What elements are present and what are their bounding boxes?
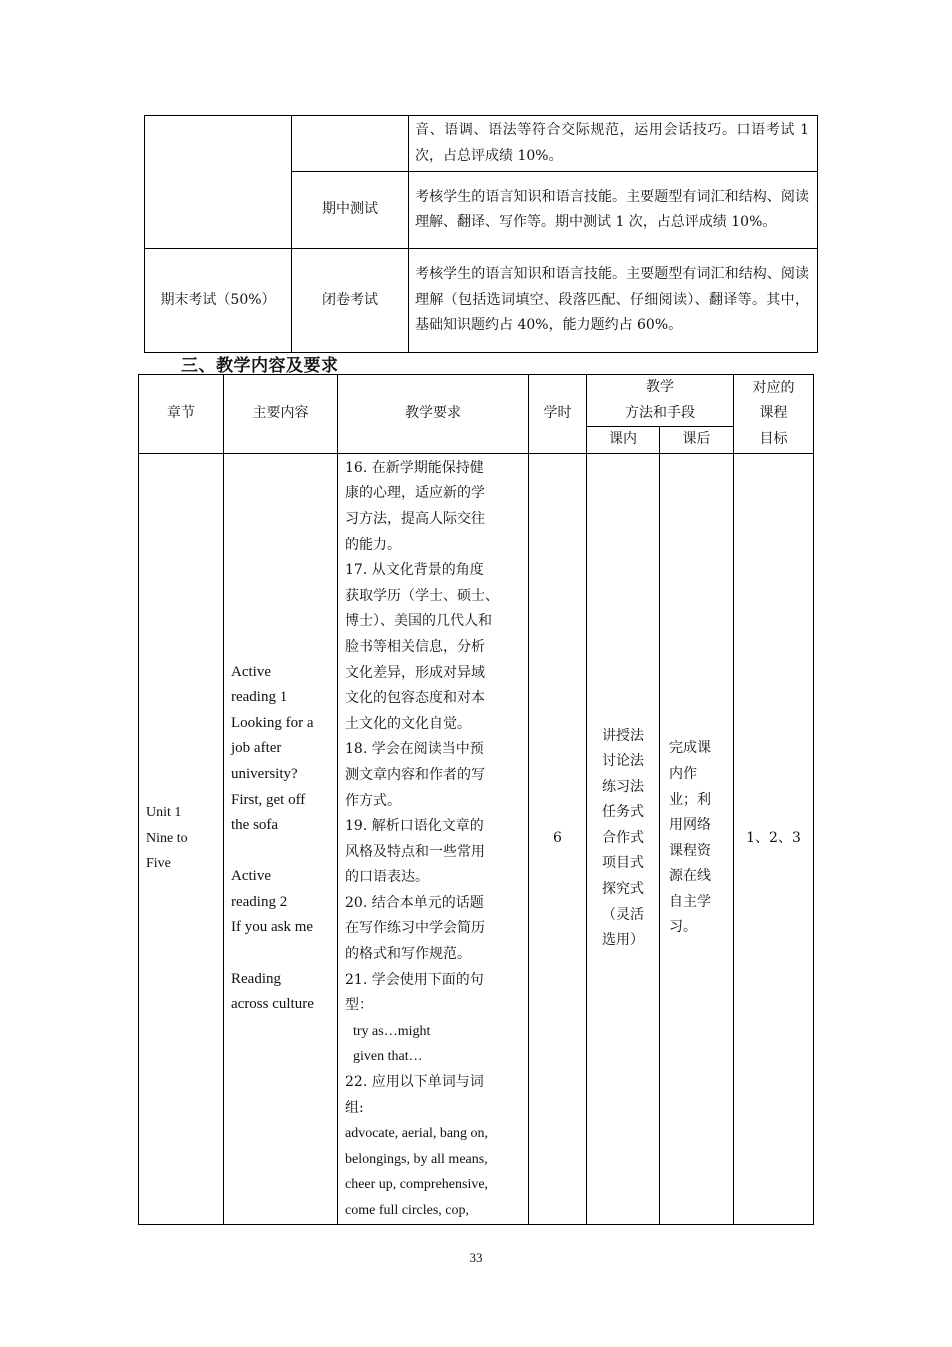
content-line: across culture bbox=[231, 996, 314, 1013]
header-row bbox=[139, 375, 814, 427]
requirement-line: 测文章内容和作者的写 bbox=[345, 766, 485, 783]
header-main-content: 主要内容 bbox=[224, 375, 338, 454]
requirement-line: 型： bbox=[345, 997, 373, 1014]
header-method-line1: 教学 bbox=[646, 379, 674, 395]
in-class-method-cell bbox=[587, 453, 660, 1224]
content-table bbox=[138, 374, 814, 1225]
content-line: If you ask me bbox=[231, 919, 314, 936]
table-row bbox=[145, 249, 818, 353]
content-line: reading 1 bbox=[231, 689, 288, 706]
in-class-line: 练习法 bbox=[602, 778, 644, 795]
table-row bbox=[139, 453, 814, 1224]
header-target-line1: 对应的 bbox=[752, 379, 795, 396]
requirement-line: 的能力。 bbox=[345, 536, 401, 553]
requirement-line: cheer up, comprehensive, bbox=[345, 1177, 489, 1193]
main-content-cell bbox=[224, 453, 338, 1224]
assessment-category-cell: 期末考试（50%） bbox=[145, 249, 292, 353]
content-line: Active bbox=[231, 868, 271, 885]
requirement-line: advocate, aerial, bang on, bbox=[345, 1126, 489, 1142]
header-target-line3: 目标 bbox=[759, 430, 788, 447]
content-line: Reading bbox=[231, 970, 281, 987]
requirement-line: 风格及特点和一些常用 bbox=[345, 843, 485, 860]
content-line: the sofa bbox=[231, 817, 279, 834]
assessment-method-cell bbox=[292, 116, 409, 172]
in-class-line: 选用） bbox=[602, 932, 644, 949]
header-target-line2: 课程 bbox=[759, 405, 788, 422]
in-class-line: 合作式 bbox=[602, 829, 644, 846]
requirement-line: 土文化的文化自觉。 bbox=[345, 715, 471, 732]
requirement-line: 22. 应用以下单词与词 bbox=[345, 1074, 484, 1091]
chapter-line: Nine to bbox=[146, 830, 188, 846]
content-spacer bbox=[231, 839, 337, 865]
assessment-table bbox=[144, 115, 818, 353]
after-class-line: 用网络 bbox=[669, 817, 711, 834]
requirement-line: 文化差异，形成对异域 bbox=[345, 664, 485, 681]
assessment-description-cell: 考核学生的语言知识和语言技能。主要题型有词汇和结构、阅读理解、翻译、写作等。期中测试 1 次，占总评成绩 10%。 bbox=[409, 172, 818, 249]
header-chapter: 章节 bbox=[139, 375, 224, 454]
header-after-class: 课后 bbox=[660, 427, 734, 454]
requirement-line: 19. 解析口语化文章的 bbox=[345, 818, 484, 835]
course-target-cell: 1、2、3 bbox=[734, 453, 814, 1224]
content-line: First, get off bbox=[231, 791, 306, 808]
content-line: reading 2 bbox=[231, 893, 288, 910]
content-line: university? bbox=[231, 765, 298, 782]
assessment-description-cell: 音、语调、语法等符合交际规范，运用会话技巧。口语考试 1 次，占总评成绩 10%。 bbox=[409, 116, 818, 172]
after-class-line: 源在线 bbox=[669, 868, 711, 885]
assessment-method-cell: 闭卷考试 bbox=[292, 249, 409, 353]
assessment-method-cell: 期中测试 bbox=[292, 172, 409, 249]
requirement-line: given that… bbox=[353, 1049, 423, 1065]
content-line: Looking for a bbox=[231, 714, 314, 731]
hours-cell: 6 bbox=[529, 453, 587, 1224]
requirement-line: 18. 学会在阅读当中预 bbox=[345, 741, 484, 758]
after-class-line: 课程资 bbox=[669, 842, 711, 859]
assessment-category-cell bbox=[145, 116, 292, 249]
in-class-line: 讨论法 bbox=[602, 753, 644, 770]
requirement-line: come full circles, cop, bbox=[345, 1203, 470, 1218]
requirement-line: belongings, by all means, bbox=[345, 1151, 488, 1167]
requirement-line: 17. 从文化背景的角度 bbox=[345, 562, 484, 579]
table-row bbox=[145, 116, 818, 172]
requirement-line: try as…might bbox=[353, 1023, 431, 1039]
requirement-line: 21. 学会使用下面的句 bbox=[345, 971, 484, 988]
header-in-class: 课内 bbox=[587, 427, 660, 454]
requirement-line: 组: bbox=[345, 1099, 364, 1116]
in-class-line: 讲授法 bbox=[602, 727, 644, 744]
after-class-line: 完成课 bbox=[669, 740, 711, 757]
requirement-line: 作方式。 bbox=[345, 792, 401, 809]
in-class-line: 任务式 bbox=[602, 804, 644, 821]
in-class-line: 项目式 bbox=[602, 855, 644, 872]
page-number: 33 bbox=[469, 1250, 483, 1265]
content-line: Active bbox=[231, 663, 271, 680]
requirement-line: 博士）、美国的几代人和 bbox=[345, 613, 492, 630]
header-hours: 学时 bbox=[529, 375, 587, 454]
requirement-line: 习方法，提高人际交往 bbox=[345, 510, 485, 527]
in-class-line: （灵活 bbox=[602, 906, 644, 923]
requirement-line: 康的心理，适应新的学 bbox=[345, 485, 485, 502]
requirement-line: 20. 结合本单元的话题 bbox=[345, 894, 484, 911]
after-class-line: 内作 bbox=[669, 765, 697, 782]
requirement-line: 文化的包容态度和对本 bbox=[345, 690, 485, 707]
requirement-line: 在写作练习中学会简历 bbox=[345, 920, 485, 937]
content-line: job after bbox=[231, 740, 282, 757]
requirement-line: 获取学历（学士、硕士、 bbox=[345, 587, 499, 604]
requirement-line: 16. 在新学期能保持健 bbox=[345, 459, 484, 476]
chapter-line: Unit 1 bbox=[146, 805, 182, 821]
after-class-line: 习。 bbox=[669, 919, 697, 936]
after-class-line: 自主学 bbox=[669, 893, 711, 910]
requirement-line: 的格式和写作规范。 bbox=[345, 946, 471, 963]
chapter-cell bbox=[139, 453, 224, 1224]
requirement-line: 脸书等相关信息，分析 bbox=[345, 638, 485, 655]
requirements-cell bbox=[338, 453, 529, 1224]
header-target bbox=[734, 375, 814, 454]
header-requirements: 教学要求 bbox=[338, 375, 529, 454]
section-heading: 三、教学内容及要求 bbox=[181, 356, 339, 376]
header-method bbox=[587, 375, 734, 427]
assessment-description-cell: 考核学生的语言知识和语言技能。主要题型有词汇和结构、阅读理解（包括选词填空、段落匹配、仔细阅读）、翻译等。其中，基础知识题约占 40%，能力题约占 60%。 bbox=[409, 249, 818, 353]
in-class-line: 探究式 bbox=[602, 881, 644, 898]
content-spacer bbox=[231, 941, 337, 967]
chapter-line: Five bbox=[146, 856, 171, 872]
after-class-method-cell bbox=[660, 453, 734, 1224]
header-method-line2: 方法和手段 bbox=[625, 404, 695, 421]
after-class-line: 业；利 bbox=[669, 791, 711, 808]
requirement-line: 的口语表达。 bbox=[345, 869, 429, 886]
